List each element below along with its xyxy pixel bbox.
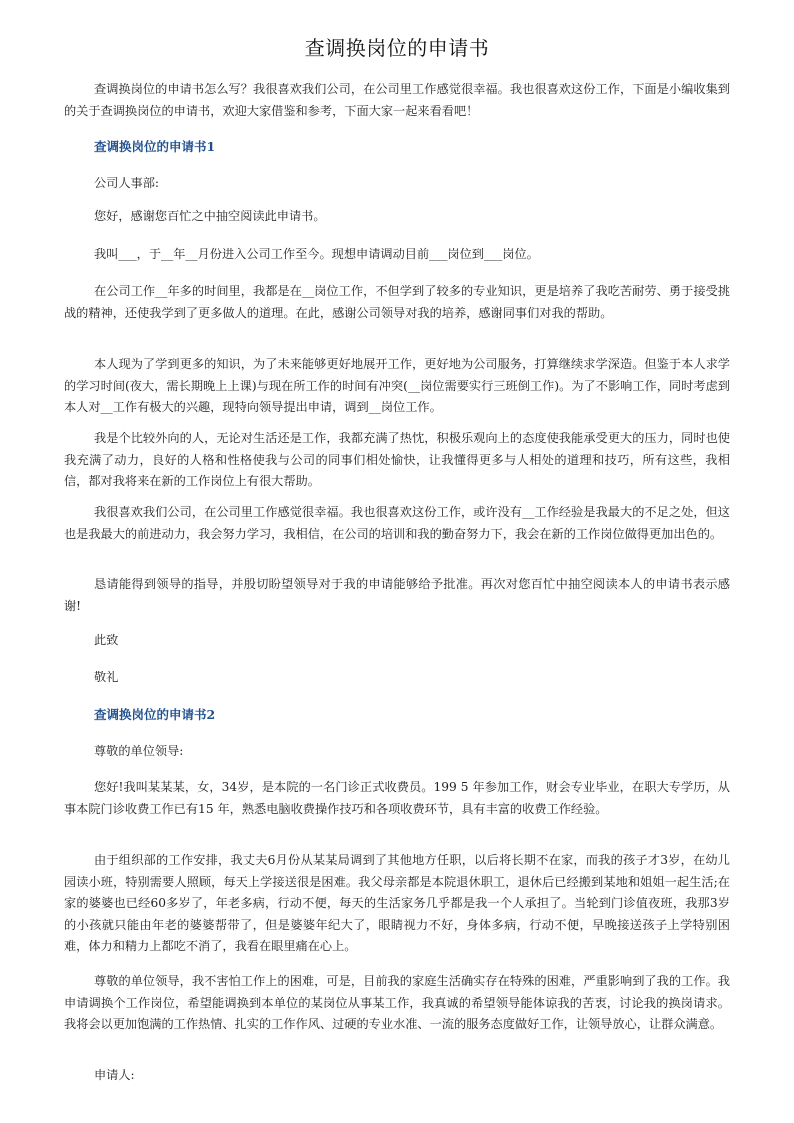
document-title: 查调换岗位的申请书	[304, 36, 490, 60]
letter1-closing-1: 此致	[94, 633, 119, 647]
letter1-paragraph-6: 我很喜欢我们公司，在公司里工作感觉很幸福。我也很喜欢这份工作，或许没有__工作经验是我最大的不足之处，但这也是我最大的前进动力，我会努力学习，我相信，在公司的培训和我的勤奋努力下，我会在新的工作岗位做得更加出色的。	[64, 505, 730, 541]
letter1-paragraph-4: 本人现为了学到更多的知识，为了未来能够更好地展开工作，更好地为公司服务，打算继续求学深造。但鉴于本人求学的学习时间(夜大，需长期晚上上课)与现在所工作的时间有冲突(__岗位需要实行三班倒工作)。为了不影响工作，同时考虑到本人对__工作有极大的兴趣，现特向领导提出申请，调到__岗位工作。	[64, 357, 730, 414]
letter1-closing-2: 敬礼	[94, 670, 119, 684]
letter1-heading: 查调换岗位的申请书1	[94, 139, 216, 154]
letter2-paragraph-2: 由于组织部的工作安排，我丈夫6月份从某某局调到了其他地方任职，以后将长期不在家，而我的孩子才3岁，在幼儿园读小班，特别需要人照顾，每天上学接送很是困难。我父母亲都是本院退休职工，退休后已经搬到某地和姐姐一起生活;在家的婆婆也已经60多岁了，年老多病，行动不便，每天的生活家务几乎都是我一个人承担了。当轮到门诊值夜班，我那3岁的小孩就只能由年老的婆婆帮带了，但是婆婆年纪大了，眼睛视力不好，身体多病，行动不便，早晚接送孩子上学特别困难，体力和精力上都吃不消了，我看在眼里痛在心上。	[64, 853, 730, 953]
letter1-paragraph-5: 我是个比较外向的人，无论对生活还是工作，我都充满了热忱，积极乐观向上的态度使我能承受更大的压力，同时也使我充满了动力，良好的人格和性格使我与公司的同事们相处愉快，让我懂得更多与人相处的道理和技巧，所有这些，我相信，都对我将来在新的工作岗位上有很大帮助。	[64, 431, 730, 488]
letter1-paragraph-7: 恳请能得到领导的指导，并殷切盼望领导对于我的申请能够给予批准。再次对您百忙中抽空阅读本人的申请书表示感谢!	[64, 577, 730, 613]
letter2-heading: 查调换岗位的申请书2	[94, 707, 216, 722]
letter2-signature: 申请人:	[94, 1068, 135, 1082]
letter1-paragraph-3: 在公司工作__年多的时间里，我都是在__岗位工作，不但学到了较多的专业知识，更是培养了我吃苦耐劳、勇于接受挑战的精神，还使我学到了更多做人的道理。在此，感谢公司领导对我的培养，感谢同事们对我的帮助。	[64, 284, 730, 320]
intro-paragraph: 查调换岗位的申请书怎么写？我很喜欢我们公司，在公司里工作感觉很幸福。我也很喜欢这份工作，下面是小编收集到的关于查调换岗位的申请书，欢迎大家借鉴和参考，下面大家一起来看看吧！	[64, 82, 730, 118]
letter1-paragraph-2: 我叫___，于__年__月份进入公司工作至今。现想申请调动目前___岗位到___岗位。	[94, 247, 539, 261]
letter2-greeting: 尊敬的单位领导:	[94, 744, 184, 758]
letter1-greeting: 公司人事部:	[94, 176, 160, 190]
letter2-paragraph-1: 您好!我叫某某某，女，34岁，是本院的一名门诊正式收费员。199 5 年参加工作，财会专业毕业，在职大专学历，从事本院门诊收费工作已有15 年，熟悉电脑收费操作技巧和各项收费环节，具有丰富的收费工作经验。	[64, 780, 730, 816]
letter1-paragraph-1: 您好，感谢您百忙之中抽空阅读此申请书。	[94, 209, 326, 223]
letter2-paragraph-3: 尊敬的单位领导，我不害怕工作上的困难，可是，目前我的家庭生活确实存在特殊的困难，严重影响到了我的工作。我申请调换个工作岗位，希望能调换到本单位的某岗位从事某工作，我真诚的希望领导能体谅我的苦衷，讨论我的换岗请求。我将会以更加饱满的工作热情、扎实的工作作风、过硬的专业水准、一流的服务态度做好工作，让领导放心，让群众满意。	[64, 974, 730, 1031]
